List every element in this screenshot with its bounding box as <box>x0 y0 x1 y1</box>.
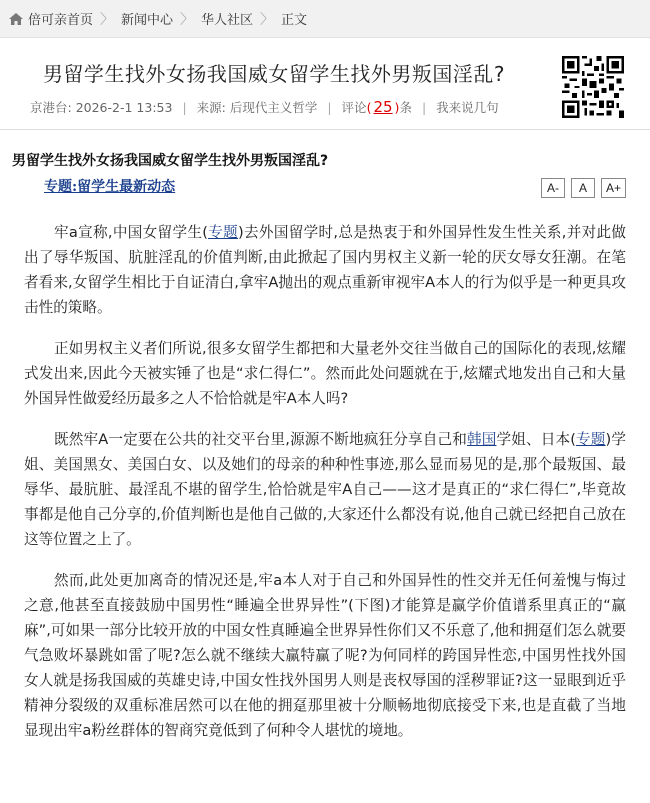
paragraph-3: 既然牢A一定要在公共的社交平台里,源源不断地疯狂分享自己和韩国学姐、日本(专题)学姐、美国黑女、美国白女、以及她们的母亲的种种性事迹,那么显而易见的是,那个最叛国、最辱华、最肮脏、最淫乱不堪的留学生,恰恰就是牢A自己——这才是真正的“求仁得仁”,毕竟故事都是他自己分享的,价值判断也是他自己做的,大家还什么都没有说,他自己就已经把自己放在这等位置之上了。 <box>24 431 626 548</box>
comment-unit: 条 <box>399 100 412 115</box>
breadcrumb-current: 正文 <box>281 13 308 28</box>
font-size-controls <box>541 178 626 198</box>
source-label: 来源: <box>196 100 226 115</box>
korea-link[interactable]: 韩国 <box>466 431 497 448</box>
breadcrumb-news-link[interactable]: 新闻中心 <box>121 13 174 28</box>
article-header <box>0 38 650 130</box>
font-increase-button[interactable]: A+ <box>601 178 626 198</box>
breadcrumb-community-link[interactable]: 华人社区 <box>201 13 254 28</box>
font-decrease-button[interactable]: A- <box>541 178 565 198</box>
article-body <box>0 150 650 743</box>
topic-inline-link[interactable]: 专题 <box>575 431 606 448</box>
breadcrumb-home-link[interactable]: 倍可亲首页 <box>28 13 94 28</box>
source-name: 后现代主义哲学 <box>229 100 318 115</box>
page-title: 男留学生找外女扬我国威女留学生找外男叛国淫乱? <box>42 62 506 86</box>
article-heading: 男留学生找外女扬我国威女留学生找外男叛国淫乱? <box>12 153 329 169</box>
paragraph-2: 正如男权主义者们所说,很多女留学生都把和大量老外交往当做自己的国际化的表现,炫耀式发出来,因此今天被实锤了也是“求仁得仁”。然而此处问题就在于,炫耀式地发出自己和大量外国异性做爱经历最多之人不恰恰就是牢A本人吗? <box>24 340 626 407</box>
article-meta: 京港台: 2026-2-1 13:53 | 来源: 后现代主义哲学 | 评论( 25 )条 | 我来说几句 <box>30 98 499 116</box>
home-icon[interactable] <box>8 11 24 27</box>
comment-label: 评论 <box>341 100 367 115</box>
breadcrumb <box>0 0 650 38</box>
qr-code-icon <box>562 56 624 118</box>
paragraph-1: 牢a宣称,中国女留学生(专题)去外国留学时,总是热衷于和外国异性发生性关系,并对此做出了辱华叛国、肮脏淫乱的价值判断,由此掀起了国内男权主义新一轮的厌女辱女狂潮。在笔者看来,女留学生相比于自证清白,拿牢A抛出的观点重新审视牢A本人的行为似乎是一种更具攻击性的策略。 <box>24 224 626 316</box>
paragraph-4: 然而,此处更加离奇的情况还是,牢a本人对于自己和外国异性的性交并无任何羞愧与悔过之意,他甚至直接鼓励中国男性“睡遍全世界异性”(下图)才能算是赢学价值谱系里真正的“赢麻”,可如果一部分比较开放的中国女性真睡遍全世界异性你们又不乐意了,他和拥趸们怎么就要气急败坏暴跳如雷了呢?怎么就不继续大赢特赢了呢?为何同样的跨国异性恋,中国男性找外国女人就是扬我国威的英雄史诗,中国女性找外国男人则是丧权辱国的淫秽罪证?这一显眼到近乎精神分裂级的双重标准居然可以在他的拥趸那里被十分顺畅地彻底接受下来,也是直截了当地显现出牢a粉丝群体的智商究竟低到了何种令人堪忧的境地。 <box>24 572 626 739</box>
source-prefix: 京港台: <box>30 100 72 115</box>
font-reset-button[interactable]: A <box>571 178 595 198</box>
publish-datetime: 2026-2-1 13:53 <box>75 100 173 115</box>
topic-inline-link[interactable]: 专题 <box>207 224 239 241</box>
breadcrumb-separator: 〉 <box>180 11 195 28</box>
breadcrumb-separator: 〉 <box>100 11 115 28</box>
comment-count-link[interactable]: 25 <box>373 98 393 116</box>
reply-link[interactable]: 我来说几句 <box>436 100 499 115</box>
topic-link[interactable]: 专题:留学生最新动态 <box>44 179 176 195</box>
breadcrumb-separator: 〉 <box>260 11 275 28</box>
